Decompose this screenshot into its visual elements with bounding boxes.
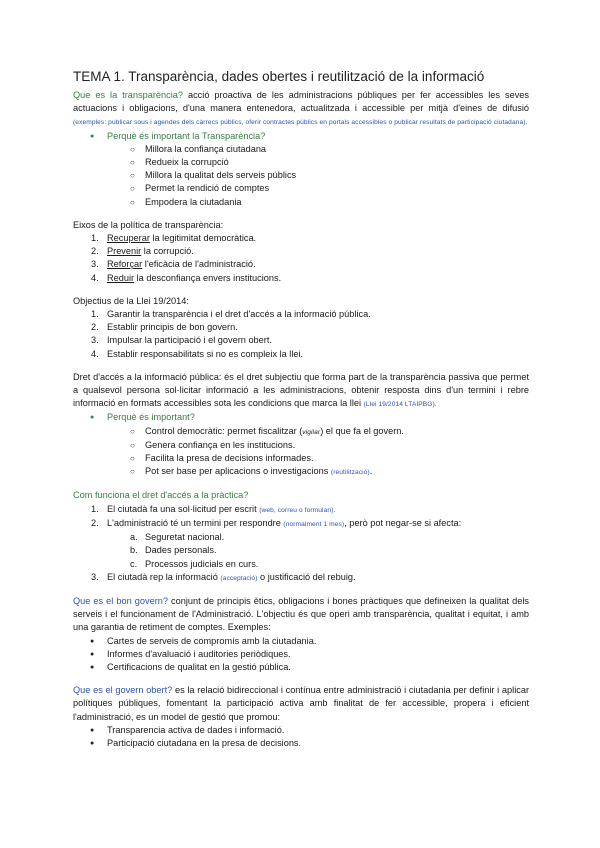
dret-text: Dret d'accés a la informació pública: és el dret subjectiu que forma part de la transparència passiva que permet a qualsevol persona sol·licitar informació a les administracions, obtenir resposta dins d'un termini i rebre informació en formats accessibles sota les condicions que marca la llei <box>73 371 529 409</box>
transparencia-note: (exemples: publicar sous i agendes dels càrrecs públics, oferir contractes públics en portals accessibles o publicar resultats de participació ciutadana). <box>73 119 528 127</box>
list-item: 1. Garantir la transparència i el dret d'accés a la informació pública. <box>91 309 371 320</box>
dret-note: (Llei 19/2014 LTAIPBG). <box>363 401 437 409</box>
list-item: a. Seguretat nacional. <box>130 532 225 543</box>
list-item: ● Participació ciutadana en la presa de decisions. <box>73 737 529 750</box>
list-item: ○ Permet la rendició de comptes <box>73 182 529 195</box>
list-item: ○ Empodera la ciutadania <box>73 196 529 209</box>
list-item: 2. L'administració té un termini per respondre (normalment 1 mes), però pot negar-se si afecta: <box>91 517 462 528</box>
page-title: TEMA 1. Transparència, dades obertes i reutilització de la informació <box>73 69 485 84</box>
list-item: b. Dades personals. <box>130 545 217 556</box>
dret-why-list <box>73 411 529 479</box>
list-item: ● Cartes de serveis de compromís amb la ciutadania. <box>73 635 529 648</box>
govern-obert-list <box>73 724 529 750</box>
bon-govern-paragraph: Que es el bon govern? conjunt de principis ètics, obligacions i bones pràctiques que defineixen la qualitat dels serveis i el funcionament de l'Administració. L'objectiu és que operi amb transparència, qualitat i equitat, i amb una garantia de retiment de comptes. Exemples: <box>73 595 529 633</box>
funciona-heading: Com funciona el dret d'accés a la pràctica? <box>73 490 249 501</box>
list-item: ○ Facilita la presa de decisions informades. <box>73 452 529 465</box>
list-item: 4. Establir responsabilitats si no es compleix la llei. <box>91 348 304 359</box>
list-item: ○ Millora la confiança ciutadana <box>73 143 529 156</box>
objectius-list <box>73 308 529 361</box>
transparencia-why-label: ● Perquè és important la Transparència? <box>73 130 529 143</box>
dret-why-label: ● Perquè és important? <box>73 411 529 424</box>
list-item: ○ Genera confiança en les institucions. <box>73 439 529 452</box>
list-item: ○ Millora la qualitat dels serveis públics <box>73 169 529 182</box>
dret-paragraph <box>73 371 529 412</box>
list-item: ○ Redueix la corrupció <box>73 156 529 169</box>
list-item: 3. El ciutadà rep la informació (acceptació) o justificació del rebuig. <box>91 571 356 582</box>
list-item: ● Certificacions de qualitat en la gestió pública. <box>73 661 529 674</box>
govern-obert-question: Que es el govern obert? <box>73 685 173 696</box>
bon-govern-list <box>73 635 529 675</box>
list-item: 2. Prevenir la corrupció. <box>91 246 194 257</box>
transparencia-question: Que es la transparència? <box>73 90 183 100</box>
funciona-list <box>73 503 529 585</box>
list-item: ○ Pot ser base per aplicacions o investigacions (reutilització). <box>73 465 529 479</box>
govern-obert-paragraph: Que es el govern obert? es la relació bidireccional i contínua entre administració i ciutadania per definir i aplicar polítiques públiques, fomentant la participació activa amb finalitat de fer accessible, propera i eficient l'administració, es un model de gestió que promou: <box>73 685 529 722</box>
list-item: ● Informes d'avaluació i auditories periòdiques. <box>73 648 529 661</box>
list-item: 3. Reforçar l'eficàcia de l'administració. <box>91 259 256 270</box>
transparencia-text: acció proactiva de les administracions públiques per fer accessibles les seves actuacions i obligacions, d'una manera entenedora, actualitzada i accessible per mitjà d'eines de difusió <box>73 90 530 114</box>
list-item: ● Transparencia activa de dades i informació. <box>73 724 529 737</box>
list-item: 4. Reduir la desconfiança envers institucions. <box>91 272 282 283</box>
eixos-list <box>73 232 529 285</box>
transparencia-paragraph <box>73 89 529 130</box>
list-item: 1. Recuperar la legitimitat democràtica. <box>91 233 257 244</box>
list-item: 1. El ciutadà fa una sol·licitud per escrit (web, correu o formulari). <box>91 503 336 514</box>
document-page <box>73 68 529 750</box>
objectius-heading: Objectius de la Llei 19/2014: <box>73 295 189 306</box>
list-item: 2. Establir principis de bon govern. <box>91 322 238 333</box>
list-item: 3. Impulsar la participació i el govern obert. <box>91 335 272 346</box>
list-item: ○ Control democràtic: permet fiscalitzar (vigilar) el que fa el govern. <box>73 425 529 439</box>
list-item: c. Processos judicials en curs. <box>130 558 259 569</box>
transparencia-why-list <box>73 130 529 209</box>
eixos-heading: Eixos de la política de transparència: <box>73 219 224 230</box>
bon-govern-question: Que es el bon govern? <box>73 595 168 606</box>
